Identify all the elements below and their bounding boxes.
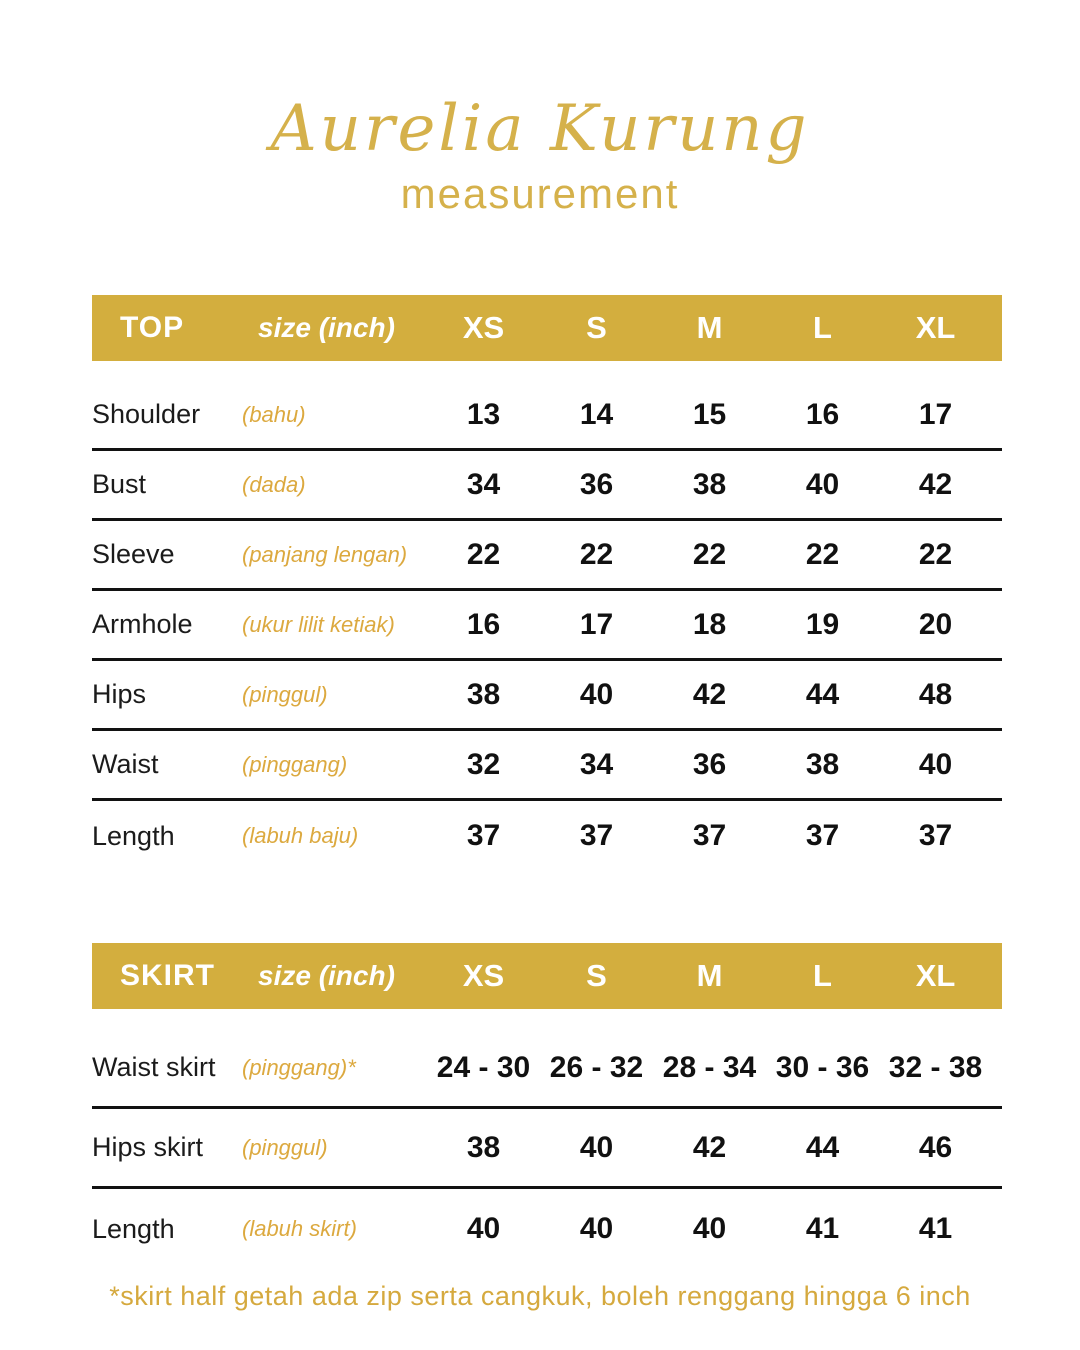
value-l: 16 [805, 397, 840, 431]
top-table-rows [92, 361, 1002, 871]
top-size-col-m: M [696, 310, 723, 346]
value-m: 15 [692, 397, 727, 431]
value-m: 38 [692, 467, 727, 501]
value-l: 41 [805, 1212, 840, 1246]
value-m: 22 [692, 537, 727, 571]
skirt-measurement-table [92, 943, 1002, 1269]
skirt-section-label: SKIRT [120, 959, 215, 993]
row-translation: (ukur lilit ketiak) [242, 611, 395, 637]
value-s: 37 [579, 819, 614, 853]
value-s: 22 [579, 537, 614, 571]
value-m: 28 - 34 [662, 1050, 757, 1084]
top-table-header-bar [92, 295, 1002, 361]
value-s: 40 [579, 1212, 614, 1246]
value-m: 37 [692, 819, 727, 853]
table-row-bust [92, 451, 1002, 521]
value-m: 42 [692, 1130, 727, 1164]
value-xl: 32 - 38 [888, 1050, 983, 1084]
value-xs: 22 [466, 537, 501, 571]
value-xs: 40 [466, 1212, 501, 1246]
table-row-sleeve [92, 521, 1002, 591]
row-translation: (dada) [242, 471, 306, 497]
value-s: 40 [579, 1130, 614, 1164]
table-row-waist [92, 731, 1002, 801]
value-xl: 20 [918, 607, 953, 641]
heading [0, 0, 1080, 218]
value-s: 26 - 32 [549, 1050, 644, 1084]
value-m: 18 [692, 607, 727, 641]
table-row-shoulder [92, 381, 1002, 451]
row-label: Bust [92, 469, 147, 500]
page-title: Aurelia Kurung [270, 92, 810, 166]
row-translation: (pinggul) [242, 681, 328, 707]
table-row-length-top [92, 801, 1002, 871]
value-s: 36 [579, 467, 614, 501]
top-size-col-xs: XS [462, 310, 505, 346]
value-xs: 16 [466, 607, 501, 641]
skirt-size-unit-label: size (inch) [258, 960, 395, 992]
value-xl: 17 [918, 397, 953, 431]
value-l: 40 [805, 467, 840, 501]
skirt-size-col-xs: XS [462, 958, 505, 994]
value-l: 19 [805, 607, 840, 641]
value-xs: 38 [466, 1130, 501, 1164]
skirt-table-header-bar [92, 943, 1002, 1009]
value-s: 34 [579, 747, 614, 781]
skirt-size-col-xl: XL [915, 958, 956, 994]
row-translation: (pinggang) [242, 751, 348, 777]
value-xs: 37 [466, 819, 501, 853]
table-row-hips [92, 661, 1002, 731]
value-xs: 13 [466, 397, 501, 431]
table-row-hips-skirt [92, 1109, 1002, 1189]
row-label: Shoulder [92, 399, 201, 430]
row-translation: (labuh skirt) [242, 1216, 357, 1242]
value-xl: 46 [918, 1130, 953, 1164]
top-size-col-l: L [813, 310, 832, 346]
value-s: 17 [579, 607, 614, 641]
table-row-length-skirt [92, 1189, 1002, 1269]
row-label: Hips skirt [92, 1132, 204, 1163]
value-xl: 40 [918, 747, 953, 781]
value-xl: 48 [918, 677, 953, 711]
value-l: 30 - 36 [775, 1050, 870, 1084]
row-label: Waist skirt [92, 1052, 216, 1083]
table-row-waist-skirt [92, 1029, 1002, 1109]
skirt-footnote: *skirt half getah ada zip serta cangkuk, boleh renggang hingga 6 inch [109, 1281, 971, 1312]
row-translation: (labuh baju) [242, 823, 359, 849]
top-section-label: TOP [120, 311, 185, 345]
skirt-size-col-m: M [696, 958, 723, 994]
skirt-size-col-s: S [586, 958, 607, 994]
value-m: 36 [692, 747, 727, 781]
value-l: 44 [805, 1130, 840, 1164]
row-translation: (pinggul) [242, 1134, 328, 1160]
row-label: Length [92, 820, 175, 851]
row-translation: (bahu) [242, 401, 306, 427]
top-size-unit-label: size (inch) [258, 312, 395, 344]
skirt-size-col-l: L [813, 958, 832, 994]
row-label: Waist [92, 749, 159, 780]
top-size-col-s: S [586, 310, 607, 346]
value-xl: 22 [918, 537, 953, 571]
value-xs: 34 [466, 467, 501, 501]
row-label: Hips [92, 679, 147, 710]
page-subtitle: measurement [400, 170, 680, 218]
top-measurement-table [92, 295, 1002, 871]
value-s: 14 [579, 397, 614, 431]
value-m: 40 [692, 1212, 727, 1246]
skirt-table-rows [92, 1009, 1002, 1269]
table-row-armhole [92, 591, 1002, 661]
row-label: Armhole [92, 609, 193, 640]
value-l: 44 [805, 677, 840, 711]
value-xl: 41 [918, 1212, 953, 1246]
value-m: 42 [692, 677, 727, 711]
row-translation: (pinggang)* [242, 1054, 356, 1080]
value-l: 38 [805, 747, 840, 781]
top-size-col-xl: XL [915, 310, 956, 346]
value-xs: 24 - 30 [436, 1050, 531, 1084]
value-l: 22 [805, 537, 840, 571]
row-label: Sleeve [92, 539, 175, 570]
value-xl: 42 [918, 467, 953, 501]
row-label: Length [92, 1213, 175, 1244]
value-l: 37 [805, 819, 840, 853]
value-xs: 32 [466, 747, 501, 781]
value-xs: 38 [466, 677, 501, 711]
value-xl: 37 [918, 819, 953, 853]
value-s: 40 [579, 677, 614, 711]
row-translation: (panjang lengan) [242, 541, 408, 567]
